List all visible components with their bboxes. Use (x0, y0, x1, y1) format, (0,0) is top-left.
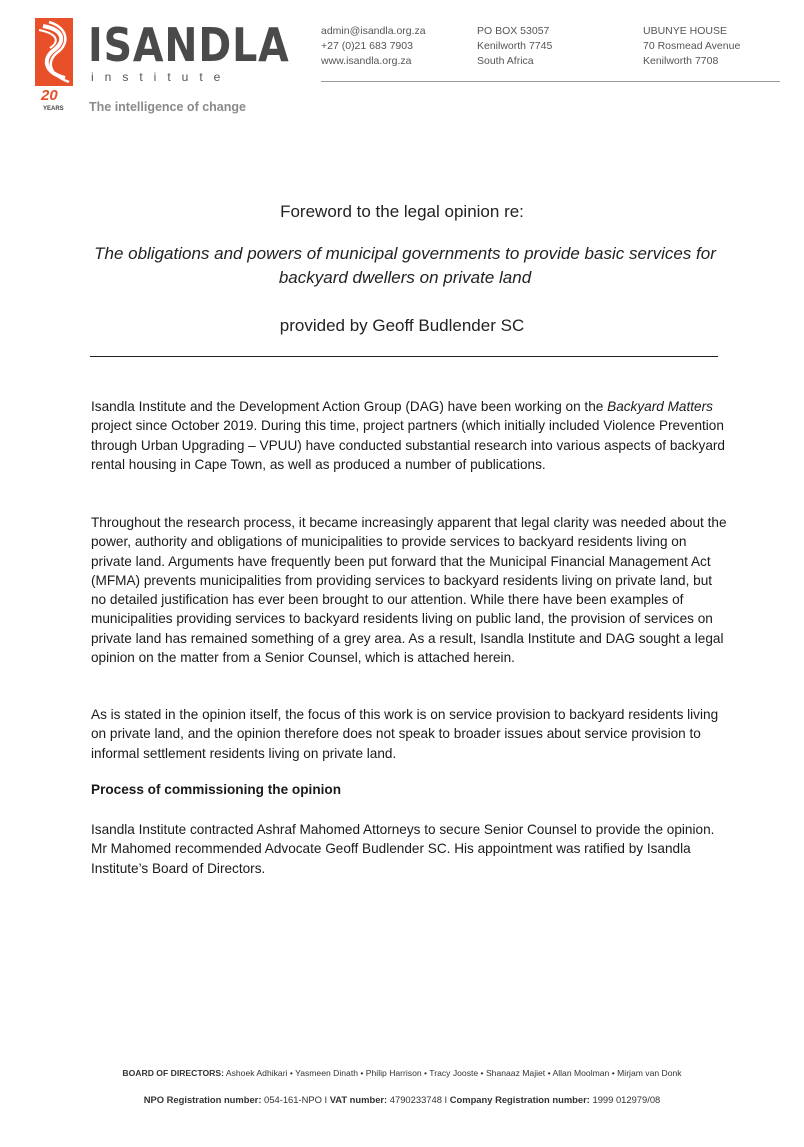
paragraph-1-start: Isandla Institute and the Development Action Group (DAG) have been working on the (91, 399, 608, 414)
vat-label: VAT number: (329, 1094, 388, 1105)
tagline: The intelligence of change (89, 100, 246, 114)
email-address: admin@isandla.org.za (321, 25, 426, 37)
title-divider (90, 356, 718, 357)
website: www.isandla.org.za (321, 55, 412, 67)
isandla-logo-icon (35, 18, 73, 86)
postal-line-2: Kenilworth 7745 (477, 40, 553, 52)
company-value: 1999 012979/08 (589, 1094, 661, 1105)
physical-line-1: UBUNYE HOUSE (643, 25, 728, 37)
paragraph-3: As is stated in the opinion itself, the focus of this work is on service provision to backyard residents living on private land, and the opinion therefore does not speak to broader issues about service provision to informal settlement residents living on private land. (91, 707, 719, 761)
board-label: BOARD OF DIRECTORS: (122, 1068, 224, 1078)
postal-line-1: PO BOX 53057 (477, 25, 550, 37)
company-label: Company Registration number: (449, 1094, 590, 1105)
contact-details (321, 24, 426, 69)
anniversary-label: YEARS (43, 106, 64, 112)
paragraph-1 (91, 397, 727, 474)
document-author-line: provided by Geoff Budlender SC (279, 316, 525, 335)
phone-number: +27 (0)21 683 7903 (321, 40, 413, 52)
registration-details (0, 1094, 804, 1106)
physical-line-3: Kenilworth 7708 (643, 55, 719, 67)
section-heading: Process of commissioning the opinion (91, 782, 342, 797)
physical-address (643, 24, 740, 69)
project-name: Backyard Matters (607, 399, 713, 414)
npo-value: 054-161-NPO I (261, 1094, 330, 1105)
postal-line-3: South Africa (477, 55, 534, 67)
paragraph-4: Isandla Institute contracted Ashraf Mahomed Attorneys to secure Senior Counsel to provide the opinion. Mr Mahomed recommended Advocate Geoff Budlender SC. His appointment was ratified by Isandla Institute’s Board of Directors. (91, 822, 715, 876)
logo-wordmark: ISANDLA (88, 18, 290, 72)
document-subject: The obligations and powers of municipal governments to provide basic services for backyard dwellers on private land (94, 244, 716, 287)
vat-value: 4790233748 I (387, 1094, 450, 1105)
physical-line-2: 70 Rosmead Avenue (643, 40, 741, 52)
board-members: Ashoek Adhikari • Yasmeen Dinath • Philip Harrison • Tracy Jooste • Shanaaz Majiet • Allan Moolman • Mirjam van Donk (223, 1068, 682, 1078)
header-divider (321, 81, 780, 82)
paragraph-1-end: project since October 2019. During this time, project partners (which initially included Violence Prevention through Urban Upgrading – VPUU) have conducted substantial research into various aspects of backyard rental housing in Cape Town, as well as produced a number of publications. (91, 418, 725, 472)
document-title: Foreword to the legal opinion re: (280, 202, 524, 221)
board-of-directors (0, 1068, 804, 1079)
npo-label: NPO Registration number: (143, 1094, 262, 1105)
logo-subtitle: institute (91, 70, 232, 84)
paragraph-2: Throughout the research process, it became increasingly apparent that legal clarity was needed about the power, authority and obligations of municipalities to provide services to backyard residents living on private land. Arguments have frequently been put forward that the Municipal Financial Management Act (MFMA) prevents municipalities from providing services to backyard residents living on private land, but no detailed justification has ever been brought to our attention. While there have been examples of municipalities providing services to backyard residents living on public land, the provision of services on private land has remained something of a grey area. As a result, Isandla Institute and DAG sought a legal opinion on the matter from a Senior Counsel, which is attached herein. (91, 515, 727, 666)
anniversary-number: 20 (41, 87, 58, 104)
postal-address (477, 24, 552, 69)
